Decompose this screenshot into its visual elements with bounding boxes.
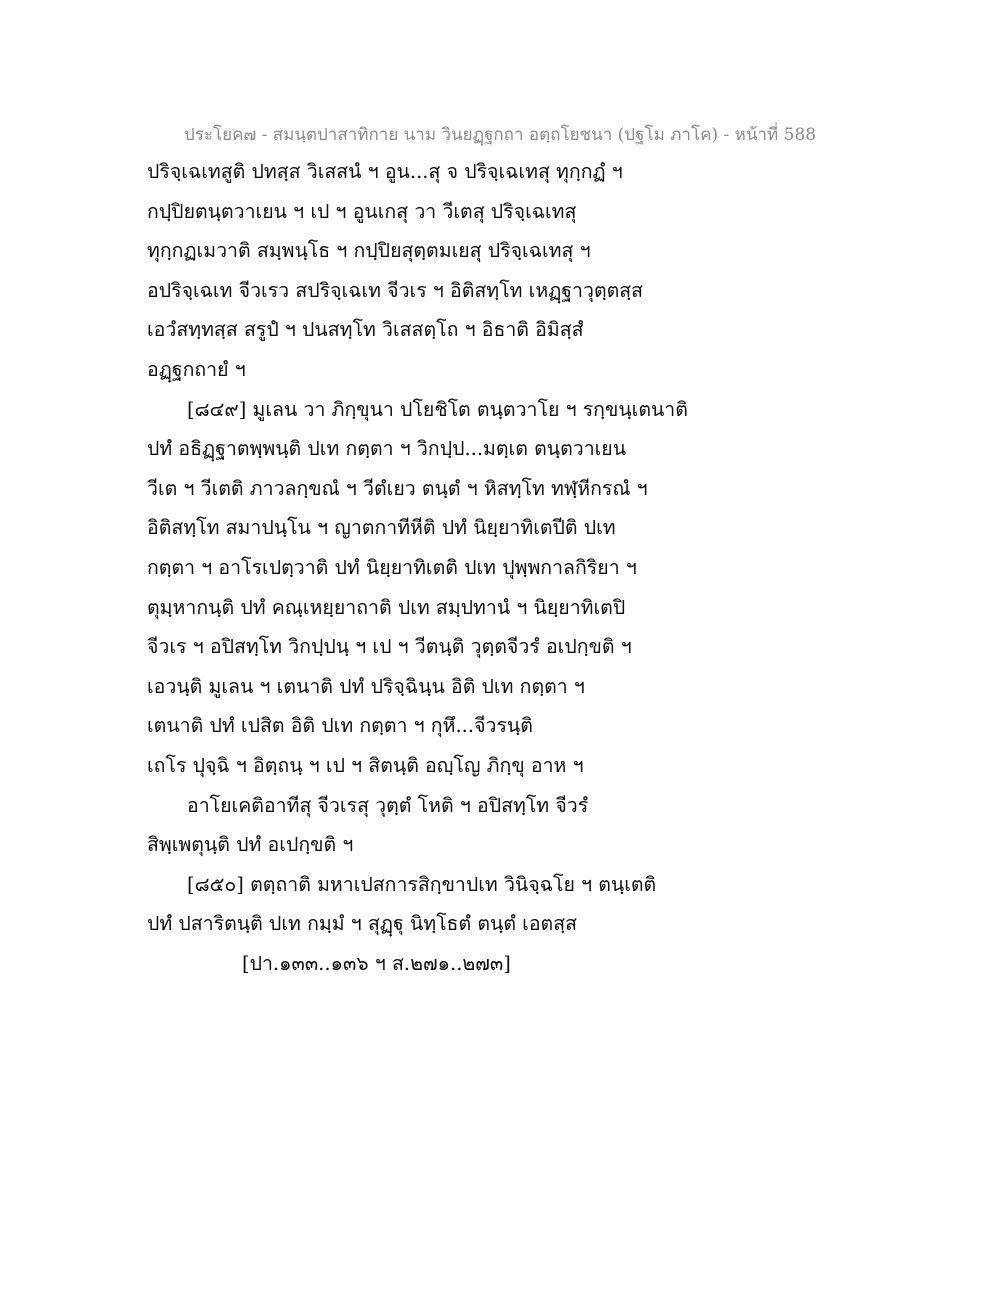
text-line: สิพฺเพตุนฺติ ปทํ อเปกฺขติ ฯ [147, 833, 354, 857]
paragraph-start-850: [๘๕๐] ตตฺถาติ มหาเปสการสิกฺขาปเท วินิจฺฉโย ฯ ตนฺเตติ [187, 872, 657, 896]
text-line: อิติสทฺโท สมาปนฺโน ฯ ญาตกาทีหีติ ปทํ นิยฺยาทิเตปีติ ปเท [147, 516, 616, 540]
text-line: อฏฺฐกถายํ ฯ [147, 357, 246, 381]
text-line: ปทํ อธิฏฺฐาตพฺพนฺติ ปเท กตฺตา ฯ วิกปฺป...มตฺเต ตนฺตวาเยน [147, 437, 627, 461]
text-line: ตุมฺหากนฺติ ปทํ คณฺเหยฺยาถาติ ปเท สมฺปทานํ ฯ นิยฺยาทิเตปิ [147, 595, 626, 619]
text-line-indented: อาโยเคติอาทีสุ จีวเรสุ วุตฺตํ โหติ ฯ อปิสทฺโท จีวรํ [187, 793, 589, 817]
page-reference: [ปา.๑๓๓..๑๓๖ ฯ ส.๒๗๑..๒๗๓] [242, 951, 511, 975]
text-line: ปริจฺเฉเทสูติ ปทสฺส วิเสสนํ ฯ อูน...สุ จ ปริจฺเฉเทสุ ทุกฺกฏํ ฯ [147, 160, 623, 183]
text-line: อปริจฺเฉเท จีวเรว สปริจฺเฉเท จีวเร ฯ อิติสทฺโท เหฏฺฐาวุตฺตสฺส [147, 278, 644, 302]
text-line: ทุกฺกฏเมวาติ สมฺพนฺโธ ฯ กปฺปิยสุตฺตมเยสุ ปริจฺเฉเทสุ ฯ [147, 239, 591, 263]
text-line: เถโร ปุจฺฉิ ฯ อิตฺถนฺ ฯ เป ฯ สิตนฺติ อญฺโญ ภิกฺขุ อาห ฯ [147, 753, 584, 777]
page-body [147, 152, 947, 983]
text-line: ปทํ ปสาริตนฺติ ปเท กมฺมํ ฯ สุฏฺฐุ นิทฺโธตํ ตนฺตํ เอตสฺส [147, 912, 578, 936]
text-line: จีวเร ฯ อปิสทฺโท วิกปฺปนฺ ฯ เป ฯ วีตนฺติ วุตฺตจีวรํ อเปกฺขติ ฯ [147, 635, 632, 659]
text-line: วีเต ฯ วีเตติ ภาวลกฺขณํ ฯ วีตํเยว ตนฺตํ ฯ หิสทฺโท ทฬฺหีกรณํ ฯ [147, 476, 648, 500]
paragraph-start-849: [๘๔๙] มูเลน วา ภิกฺขุนา ปโยชิโต ตนฺตวาโย ฯ รกฺขนฺเตนาติ [187, 397, 688, 421]
text-line: เตนาติ ปทํ เปสิต อิติ ปเท กตฺตา ฯ กุหึ...จีวรนฺติ [147, 714, 533, 738]
running-header: ประโยค๗ - สมนฺตปาสาทิกาย นาม วินยฏฺฐกถา อตฺถโยชนา (ปฐโม ภาโค) - หน้าที่ 588 [183, 125, 817, 145]
text-line: กปฺปิยตนฺตวาเยน ฯ เป ฯ อูนเกสุ วา วีเตสุ ปริจฺเฉเทสุ [147, 199, 577, 223]
text-line: เอวํสทฺทสฺส สรูปํ ฯ ปนสทฺโท วิเสสตฺโถ ฯ อิธาติ อิมิสฺสํ [147, 318, 584, 342]
text-line: เอวนฺติ มูเลน ฯ เตนาติ ปทํ ปริจฺฉินฺน อิติ ปเท กตฺตา ฯ [147, 674, 585, 698]
text-line: กตฺตา ฯ อาโรเปตฺวาติ ปทํ นิยฺยาทิเตติ ปเท ปุพฺพกาลกิริยา ฯ [147, 555, 637, 579]
